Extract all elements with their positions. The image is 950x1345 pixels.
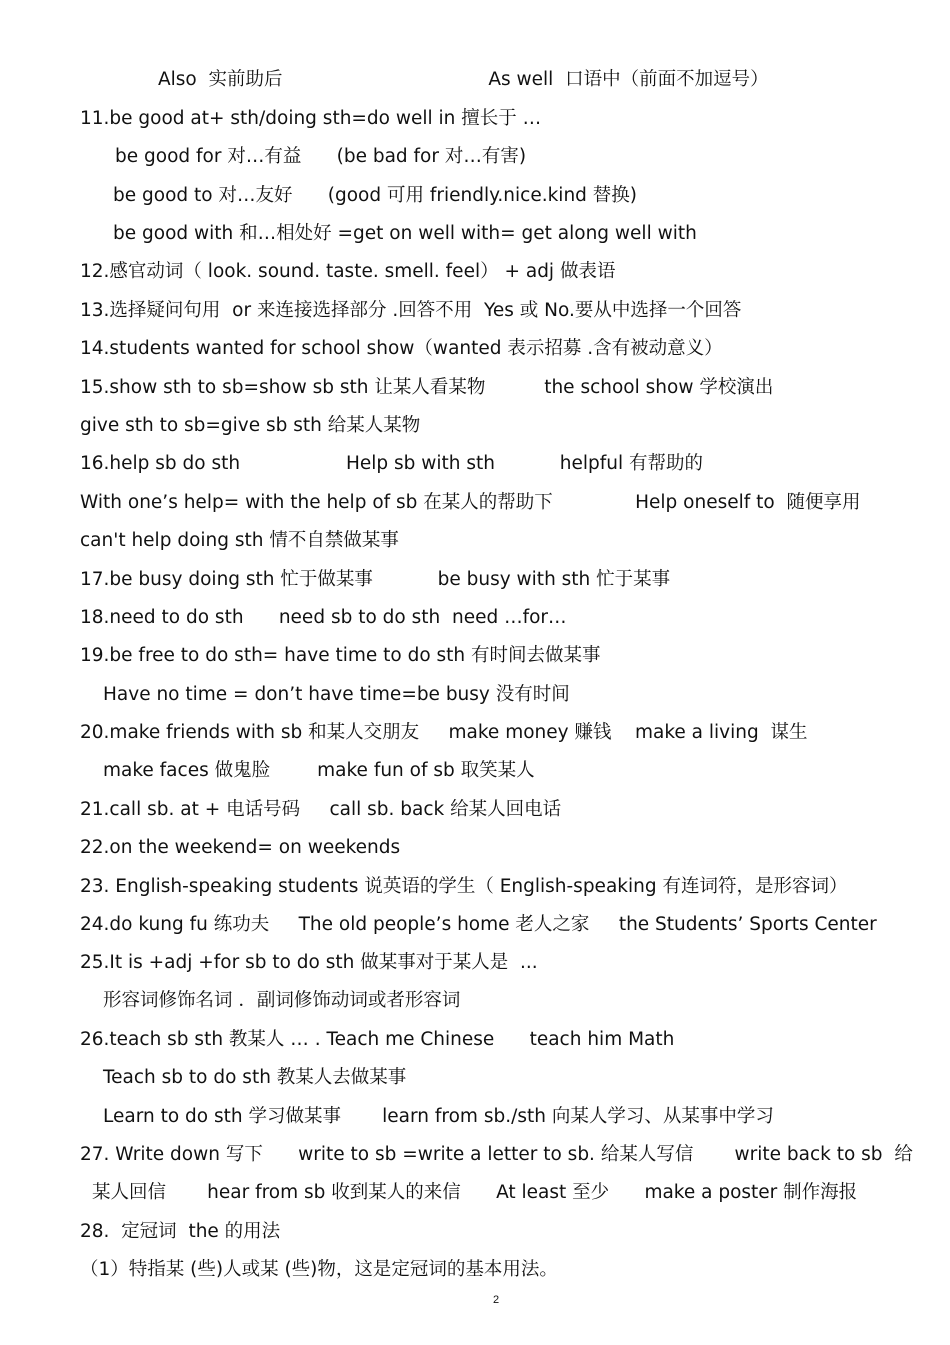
text-line-23: 23. English-speaking students 说英语的学生（ English-speaking 有连词符，是形容词） [80, 876, 848, 897]
text-line-17: 17.be busy doing sth 忙于做某事 be busy with sth 忙于某事 [80, 569, 671, 590]
text-line-27: 27. Write down 写下 write to sb =write a letter to sb. 给某人写信 write back to sb 给 [80, 1144, 913, 1165]
text-line-21: 21.call sb. at + 电话号码 call sb. back 给某人回电话 [80, 799, 562, 820]
text-line-12: 12.感官动词（ look. sound. taste. smell. feel） + adj 做表语 [80, 261, 616, 282]
text-line-15-give: give sth to sb=give sb sth 给某人某物 [80, 415, 421, 436]
text-line-20: 20.make friends with sb 和某人交朋友 make money 赚钱 make a living 谋生 [80, 722, 808, 743]
page-number: 2 [493, 1294, 500, 1306]
text-line-20-faces: make faces 做鬼脸 make fun of sb 取笑某人 [103, 760, 535, 781]
text-line-25: 25.It is +adj +for sb to do sth 做某事对于某人是 ... [80, 952, 538, 973]
text-line-11: 11.be good at+ sth/doing sth=do well in 擅长于 … [80, 108, 542, 129]
text-line-26: 26.teach sb sth 教某人 … . Teach me Chinese teach him Math [80, 1029, 675, 1050]
text-line-11-good-for: be good for 对…有益 (be bad for 对…有害) [115, 146, 527, 167]
text-line-16: 16.help sb do sth Help sb with sth helpful 有帮助的 [80, 453, 703, 474]
text-line-26-learn: Learn to do sth 学习做某事 learn from sb./sth 向某人学习、从某事中学习 [103, 1106, 774, 1127]
text-line-28: 28. 定冠词 the 的用法 [80, 1221, 281, 1242]
text-line-13: 13.选择疑问句用 or 来连接选择部分 .回答不用 Yes 或 No.要从中选择一个回答 [80, 300, 742, 321]
text-line-22: 22.on the weekend= on weekends [80, 837, 401, 858]
text-line-27-cont: 某人回信 hear from sb 收到某人的来信 At least 至少 make a poster 制作海报 [92, 1182, 858, 1203]
text-line-15: 15.show sth to sb=show sb sth 让某人看某物 the school show 学校演出 [80, 377, 774, 398]
text-line-11-good-to: be good to 对…友好 (good 可用 friendly.nice.kind 替换) [113, 185, 638, 206]
text-line-14: 14.students wanted for school show（wanted 表示招募 .含有被动意义） [80, 338, 723, 359]
text-line-28-1: （1）特指某 (些)人或某 (些)物，这是定冠词的基本用法。 [80, 1259, 558, 1280]
text-line-19: 19.be free to do sth= have time to do sth 有时间去做某事 [80, 645, 601, 666]
text-line-11-good-with: be good with 和…相处好 =get on well with= get along well with [113, 223, 697, 244]
text-line-18: 18.need to do sth need sb to do sth need …for… [80, 607, 567, 628]
text-line-16-cant-help: can't help doing sth 情不自禁做某事 [80, 530, 399, 551]
text-line-24: 24.do kung fu 练功夫 The old people’s home 老人之家 the Students’ Sports Center [80, 914, 877, 935]
text-line-26-teach: Teach sb to do sth 教某人去做某事 [103, 1067, 407, 1088]
text-line-19-no-time: Have no time = don’t have time=be busy 没有时间 [103, 684, 570, 705]
text-line-16-with-help: With one’s help= with the help of sb 在某人的帮助下 Help oneself to 随便享用 [80, 492, 861, 513]
text-line-also-as-well: Also 实前助后 As well 口语中（前面不加逗号） [158, 69, 769, 90]
text-line-25-note: 形容词修饰名词 ．副词修饰动词或者形容词 [103, 990, 461, 1011]
